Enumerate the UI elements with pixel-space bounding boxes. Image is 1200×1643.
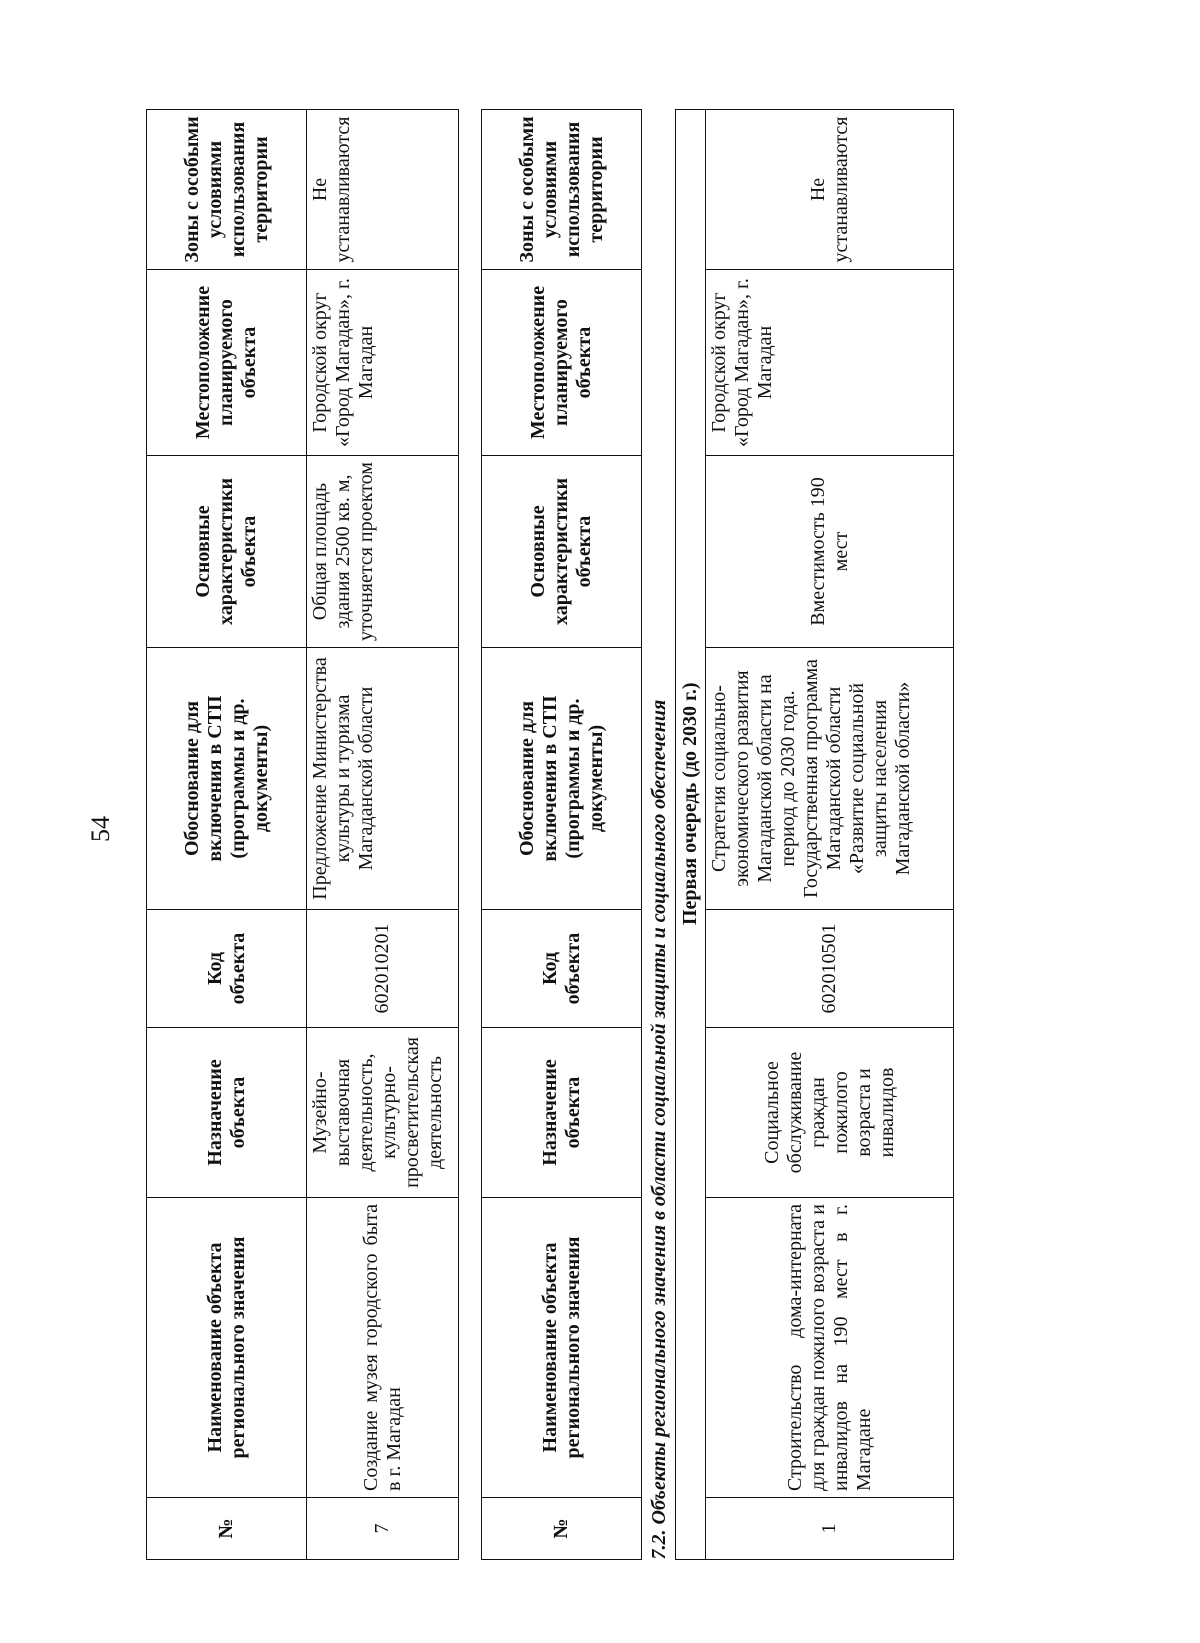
header-num: № (147, 1498, 307, 1560)
table-1-header-row (147, 110, 307, 1560)
row-location: Городской округ «Город Магадан», г. Магадан (307, 270, 459, 456)
header-basis: Обоснование для включения в СТП (программы и др. документы) (482, 648, 642, 910)
stage-title: Первая очередь (до 2030 г.) (676, 110, 706, 1498)
table-1 (146, 109, 459, 1560)
header-name: Наименование объекта регионального значения (147, 1198, 307, 1498)
header-code: Код объекта (147, 910, 307, 1028)
row-zones: Не устанавливаются (706, 110, 954, 270)
table-row (307, 110, 459, 1560)
header-name: Наименование объекта регионального значения (482, 1198, 642, 1498)
row-characteristics: Общая площадь здания 2500 кв. м, уточняется проектом (307, 456, 459, 648)
header-code: Код объекта (482, 910, 642, 1028)
header-basis: Обоснование для включения в СТП (программы и др. документы) (147, 648, 307, 910)
header-characteristics: Основные характеристики объекта (147, 456, 307, 648)
table-2 (481, 109, 954, 1560)
header-zones: Зоны с особыми условиями использования территории (482, 110, 642, 270)
row-basis: Предложение Министерства культуры и туризма Магаданской области (307, 648, 459, 910)
row-location: Городской округ «Город Магадан», г. Магадан (706, 270, 954, 456)
section-title: 7.2. Объекты регионального значения в области социальной защиты и социального обеспечения (642, 110, 676, 1560)
stage-spacer (676, 1498, 706, 1560)
page-number: 54 (86, 816, 115, 842)
stage-row (676, 110, 706, 1560)
table-2-header-row (482, 110, 642, 1560)
row-name: Создание музея городского быта в г. Магадан (307, 1198, 459, 1498)
header-location: Местоположение планируемого объекта (147, 270, 307, 456)
row-zones: Не устанавливаются (307, 110, 459, 270)
row-code: 602010201 (307, 910, 459, 1028)
header-location: Местоположение планируемого объекта (482, 270, 642, 456)
table-row (706, 110, 954, 1560)
row-num: 1 (706, 1498, 954, 1560)
row-num: 7 (307, 1498, 459, 1560)
header-zones: Зоны с особыми условиями использования территории (147, 110, 307, 270)
header-num: № (482, 1498, 642, 1560)
row-code: 602010501 (706, 910, 954, 1028)
section-title-row (642, 110, 676, 1560)
header-purpose: Назначение объекта (482, 1028, 642, 1198)
row-purpose: Социальное обслуживание граждан пожилого возраста и инвалидов (706, 1028, 954, 1198)
header-characteristics: Основные характеристики объекта (482, 456, 642, 648)
rotated-sheet (146, 110, 1200, 1560)
row-name: Строительство дома-интерната для граждан пожилого возраста и инвалидов на 190 мест в г. Магадане (706, 1198, 954, 1498)
row-purpose: Музейно-выставочная деятельность, культурно-просветительская деятельность (307, 1028, 459, 1198)
row-basis: Стратегия социально-экономического развития Магаданской области на период до 2030 года. Государственная программа Магаданской области «Развитие социальной защиты населения Магаданской области» (706, 648, 954, 910)
header-purpose: Назначение объекта (147, 1028, 307, 1198)
row-characteristics: Вместимость 190 мест (706, 456, 954, 648)
